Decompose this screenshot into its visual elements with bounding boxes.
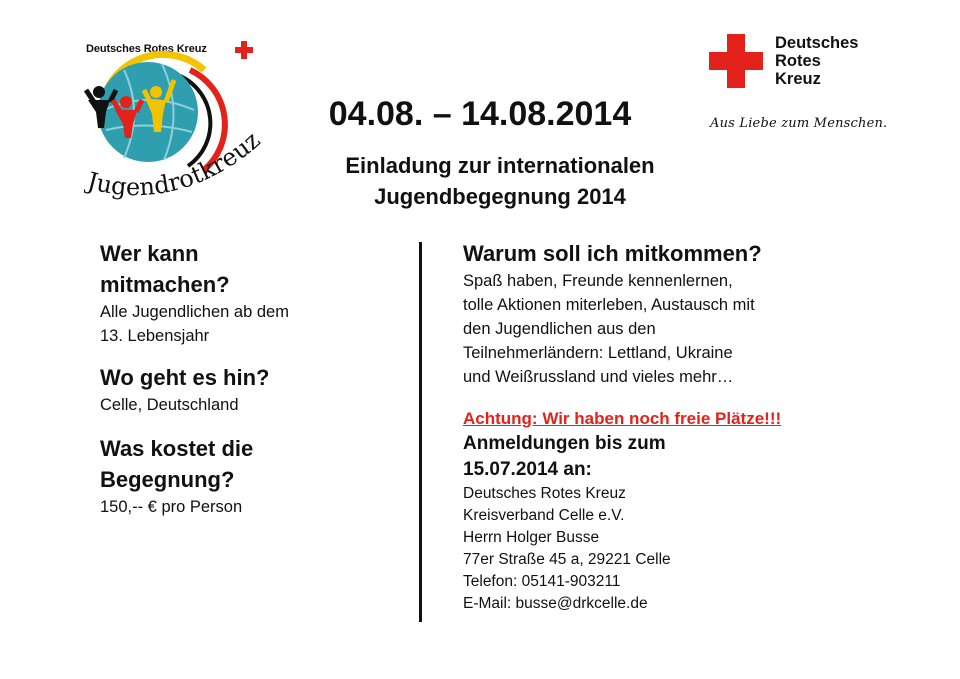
free-places-warning: Achtung: Wir haben noch freie Plätze!!!: [463, 409, 782, 428]
address-line: Telefon: 05141-903211: [463, 573, 621, 590]
invitation-subtitle: [280, 150, 720, 212]
cost-text: 150,-- € pro Person: [100, 498, 243, 516]
address-line: Deutsches Rotes Kreuz: [463, 485, 626, 502]
drk-name-line: Kreuz: [775, 70, 821, 88]
cost-heading-line: Begegnung?: [100, 467, 235, 492]
why-text-line: und Weißrussland und vieles mehr…: [463, 368, 734, 386]
jrk-logo-top-text: Deutsches Rotes Kreuz: [86, 43, 207, 55]
why-text-line: Teilnehmerländern: Lettland, Ukraine: [463, 344, 733, 362]
invitation-line: Jugendbegegnung 2014: [374, 184, 626, 209]
jrk-arc-text: Jugendrotkreuz: [84, 126, 266, 202]
where-text: Celle, Deutschland: [100, 396, 239, 414]
where-section: [100, 362, 400, 417]
right-column: [463, 238, 933, 615]
who-text-line: Alle Jugendlichen ab dem: [100, 303, 289, 321]
why-text-line: den Jugendlichen aus den: [463, 320, 656, 338]
who-text-line: 13. Lebensjahr: [100, 327, 210, 345]
drk-name-line: Deutsches: [775, 34, 859, 52]
address-line: 77er Straße 45 a, 29221 Celle: [463, 551, 671, 568]
drk-slogan: Aus Liebe zum Menschen.: [710, 116, 888, 131]
cost-section: [100, 433, 400, 519]
who-heading-line: Wer kann: [100, 241, 199, 266]
cost-heading-line: Was kostet die: [100, 436, 254, 461]
why-text-line: Spaß haben, Freunde kennenlernen,: [463, 272, 733, 290]
registration-heading-line: Anmeldungen bis zum: [463, 433, 666, 454]
invitation-line: Einladung zur internationalen: [345, 153, 655, 178]
left-column: [100, 238, 400, 527]
date-range-title: 04.08. – 14.08.2014: [328, 95, 632, 133]
column-divider: [419, 242, 422, 622]
drk-name-line: Rotes: [775, 52, 821, 70]
why-text-line: tolle Aktionen miterleben, Austausch mit: [463, 296, 755, 314]
where-heading: Wo geht es hin?: [100, 365, 270, 390]
address-line: Herrn Holger Busse: [463, 529, 600, 546]
drk-name: [775, 34, 858, 88]
jugendrotkreuz-logo: [84, 40, 284, 210]
address-line: Kreisverband Celle e.V.: [463, 507, 625, 524]
why-heading: Warum soll ich mitkommen?: [463, 241, 762, 266]
who-section: [100, 238, 400, 348]
who-heading-line: mitmachen?: [100, 272, 230, 297]
registration-heading-line: 15.07.2014 an:: [463, 459, 592, 480]
email-line: E-Mail: busse@drkcelle.de: [463, 595, 648, 612]
drk-red-cross-icon: [709, 34, 763, 88]
